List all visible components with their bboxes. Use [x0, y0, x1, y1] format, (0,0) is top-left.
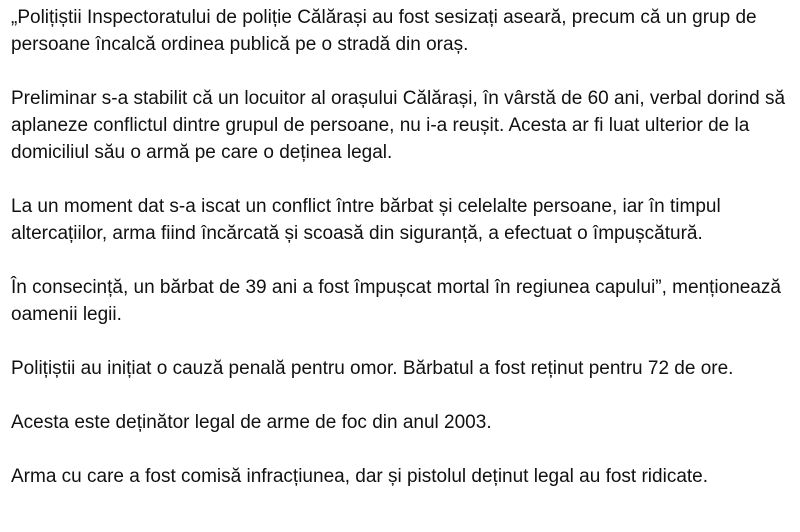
- article-paragraph: La un moment dat s-a iscat un conflict între bărbat și celelalte persoane, iar în timpul altercațiilor, arma fiind încărcată și scoasă din siguranță, a efectuat o împușcătură.: [11, 196, 721, 244]
- article-paragraph: Acesta este deținător legal de arme de foc din anul 2003.: [11, 412, 492, 433]
- article-paragraph: În consecință, un bărbat de 39 ani a fost împușcat mortal în regiunea capului”, menționează oamenii legii.: [11, 277, 781, 325]
- article-paragraph: Preliminar s-a stabilit că un locuitor al orașului Călărași, în vârstă de 60 ani, verbal dorind să aplaneze conflictul dintre grupul de persoane, nu i-a reușit. Acesta ar fi luat ulterior de la domiciliul său o armă pe care o deținea legal.: [11, 88, 786, 163]
- article-paragraph: „Polițiștii Inspectoratului de poliție Călărași au fost sesizați aseară, precum că un grup de persoane încalcă ordinea publică pe o stradă din oraș.: [11, 7, 757, 55]
- article-body: [11, 4, 791, 490]
- article-paragraph: Polițiștii au inițiat o cauză penală pentru omor. Bărbatul a fost reținut pentru 72 de ore.: [11, 358, 734, 379]
- article-paragraph: Arma cu care a fost comisă infracțiunea, dar și pistolul deținut legal au fost ridicate.: [11, 466, 709, 487]
